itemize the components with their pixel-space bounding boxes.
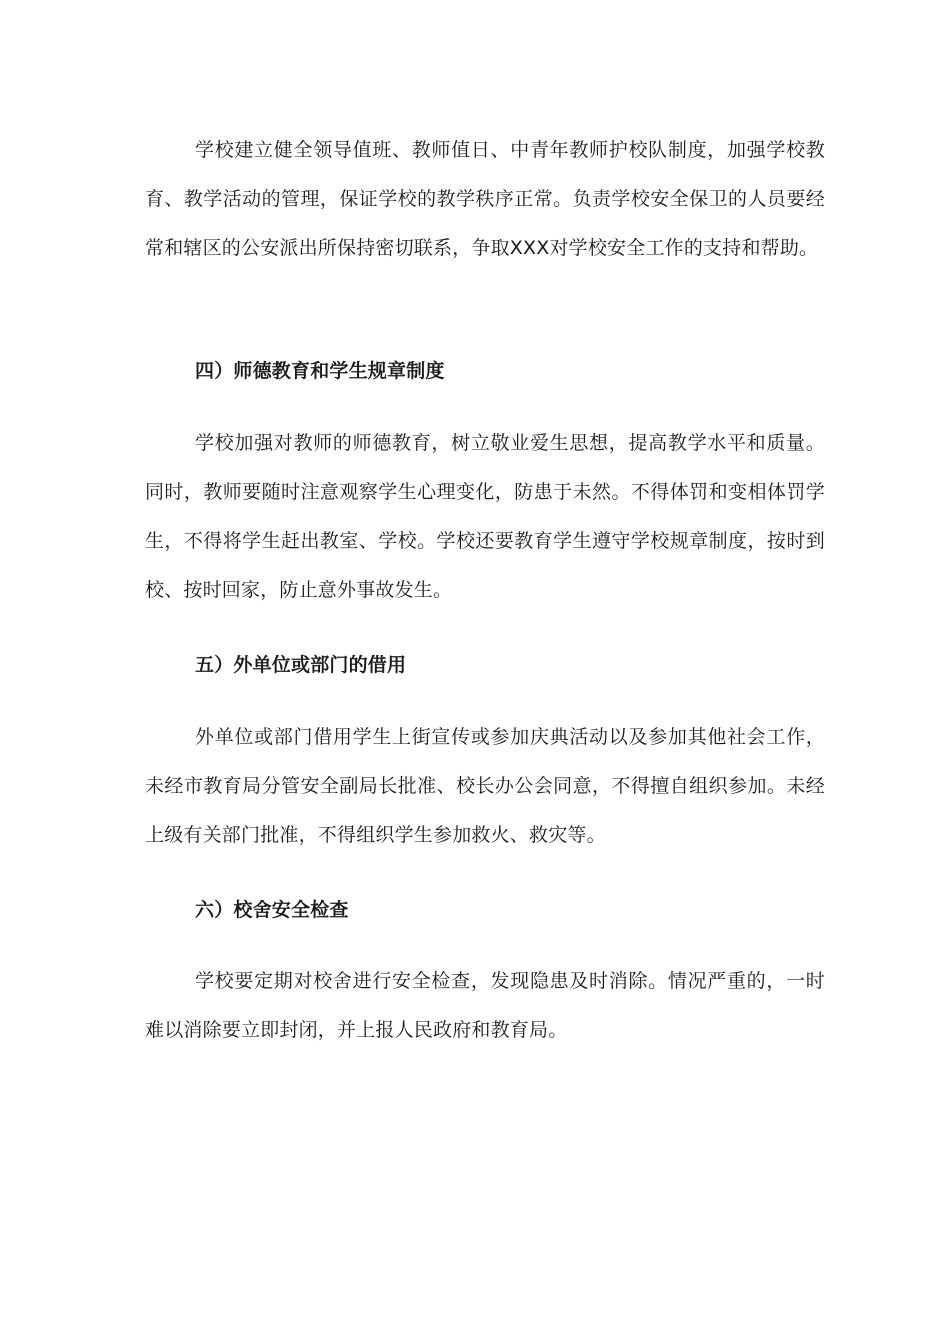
- section-heading-5: 五）外单位或部门的借用: [195, 654, 407, 676]
- section-heading-4: 四）师德教育和学生规章制度: [195, 360, 445, 382]
- section-paragraph-6: 学校要定期对校舍进行安全检查，发现隐患及时消除。情况严重的，一时难以消除要立即封闭，并上报人民政府和教育局。: [145, 970, 825, 1041]
- intro-paragraph: 学校建立健全领导值班、教师值日、中青年教师护校队制度，加强学校教育、教学活动的管理，保证学校的教学秩序正常。负责学校安全保卫的人员要经常和辖区的公安派出所保持密切联系，争取XXX对学校安全工作的支持和帮助。: [145, 139, 825, 259]
- section-paragraph-4: 学校加强对教师的师德教育，树立敬业爱生思想，提高教学水平和质量。同时，教师要随时注意观察学生心理变化，防患于未然。不得体罚和变相体罚学生，不得将学生赶出教室、学校。学校还要教育学生遵守学校规章制度，按时到校、按时回家，防止意外事故发生。: [145, 432, 825, 601]
- section-heading-6: 六）校舍安全检查: [195, 899, 349, 921]
- section-paragraph-5: 外单位或部门借用学生上街宣传或参加庆典活动以及参加其他社会工作，未经市教育局分管安全副局长批准、校长办公会同意，不得擅自组织参加。未经上级有关部门批准，不得组织学生参加救火、救灾等。: [145, 726, 825, 846]
